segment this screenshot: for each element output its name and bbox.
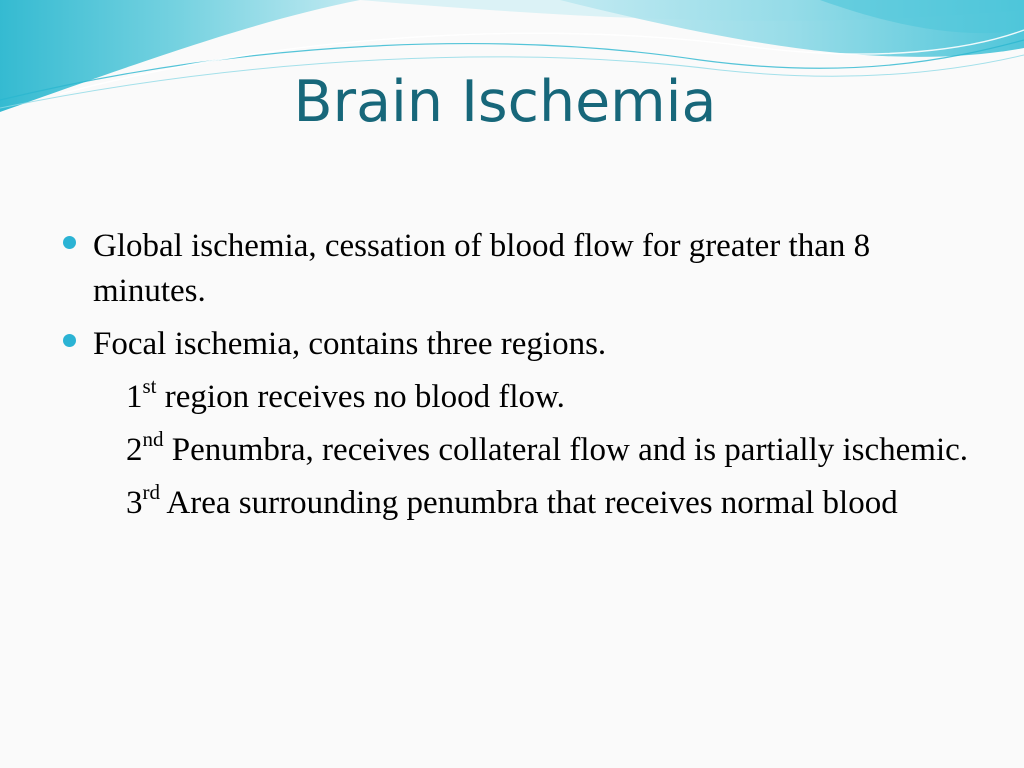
- region-number: 1: [126, 379, 143, 415]
- region-text: region receives no blood flow.: [156, 379, 565, 415]
- region-item: [62, 375, 982, 420]
- region-ordinal-suffix: rd: [142, 480, 160, 504]
- region-ordinal-suffix: nd: [142, 427, 164, 451]
- bullet-text: Global ischemia, cessation of blood flow for greater than 8 minutes.: [93, 228, 871, 309]
- bullet-text: Focal ischemia, contains three regions.: [93, 326, 607, 362]
- bullet-item: [62, 224, 982, 314]
- bullet-item: [62, 322, 982, 367]
- region-ordinal-suffix: st: [142, 374, 157, 398]
- region-number: 3: [126, 485, 143, 521]
- bullet-dot-icon: [63, 236, 76, 249]
- bullet-dot-icon: [63, 334, 76, 347]
- region-text: Area surrounding penumbra that receives normal blood: [160, 485, 898, 521]
- slide-body: [62, 224, 982, 534]
- region-item: [62, 428, 982, 473]
- region-text: Penumbra, receives collateral flow and is partially ischemic.: [163, 432, 969, 468]
- region-item: [62, 481, 982, 526]
- region-number: 2: [126, 432, 143, 468]
- slide-title: Brain Ischemia: [293, 69, 717, 135]
